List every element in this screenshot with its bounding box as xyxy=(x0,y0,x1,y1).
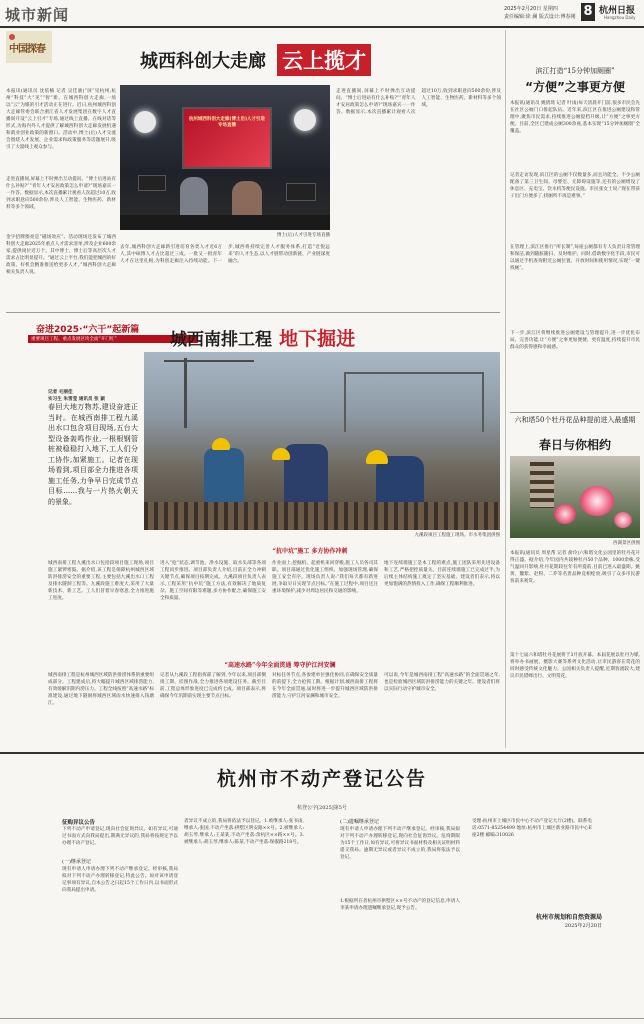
hard-hat-3 xyxy=(366,450,388,464)
feature-body-4: 地下连续墙施工是本工程的难点,施工团队采用先进设备和工艺,严格把控质量关。目前连续墙施工已完成过半,为后续主体结构施工奠定了坚实基础。建设者们表示,将以更加饱满的热情投入工作,确保工程顺利推进。 xyxy=(384,561,500,587)
sidebar-body-3: 在管理上,滨江区推行“所长制”,每座公厕都有专人负责日常管理和保洁,做到随脏随扫、及时维护。同时,借助数字化手段,市民可以通过手机查询附近公厕位置、开放时间和使用情况,实现“一键找厕”。 xyxy=(510,245,640,271)
column-badge xyxy=(6,31,52,63)
pagoda xyxy=(530,462,554,508)
lead-body-5 xyxy=(336,88,501,306)
feature-reporter xyxy=(48,382,108,402)
sidebar-body-1: 本报讯(通讯员 姚倩琦 记者 叶雨)每天清晨开门前,很多市民会先在社区公厕门口排起队伍。近年来,滨江区在推进公厕建设和管理中,聚焦市民需求,持续推进公厕提档升级,让“方便”之事更方便。目前,全区已建成公厕300余座,基本实现“15分钟加厕圈”全覆盖。 xyxy=(510,101,640,134)
lead-photo-caption: 博士(后)人才引进专场直播 xyxy=(276,233,330,238)
feature-headline-a: 城西南排工程 xyxy=(170,330,272,350)
notice-title: 杭州市不动产登记公告 xyxy=(216,768,427,790)
series-banner-sub: 重要项目工程、重点发展区块全面“开门红” xyxy=(28,335,198,343)
camera-left xyxy=(138,175,166,191)
feature-headline-b: 地下掘进 xyxy=(279,328,356,350)
notice-number: 杭登公字[2025]第5号 xyxy=(297,805,347,811)
feature-body-5: 城西南排工程是杭州城西区域防洪排涝体系的重要组成部分。工程建成后,将大幅提升城西区域排涝能力,有效缓解汛期内涝压力。工程全线按照“高速水路”标准建设,通过地下隧洞将城西区域雨水快速排入钱塘江。 xyxy=(48,673,154,706)
sidebar-body-4: 下一步,滨江区将继续推进公厕建设与管理提升,进一步优化布局、完善功能,让“方便”之事更加便捷、更有温度,持续提升市民群众的获得感和幸福感。 xyxy=(510,331,640,350)
studio-light-right xyxy=(294,109,316,131)
notice-date: 2025年2月20日 xyxy=(564,923,602,929)
studio-screen-title: 杭州城西科创大走廊(博士后)人才引进专场直播 xyxy=(188,117,266,128)
notice-para-5: 1.根据所在者杭州市拱墅区××号不动产的登记信息,申请人李某申请办理遗嘱继承登记,现予公告。 xyxy=(340,899,460,911)
lead-body-4: 去年,城西科创大走廊新引进培育各类人才近6万人,其中硕博人才占比超过三成。一批又一批青年人才在这里扎根,为科创走廊注入持续动能。下一步,城西将持续完善人才服务体系,打造“近悦远来”的人才生态,以人才链带动创新链、产业链深度融合。 xyxy=(120,245,330,264)
paper-logo: 杭州日报 xyxy=(599,6,636,16)
lead-body-2: 走进直播间,屏幕上不时弹出互动提问。“博士后进站有什么补贴?”“青年人才安居政策怎么申请?”现场嘉宾一一作答。数据显示,本次直播累计观看人次超过10万,收到求职意向500余份,涉及人工智能、生物医药、新材料等多个领域。 xyxy=(6,177,116,210)
worker-2 xyxy=(284,444,328,504)
masthead xyxy=(0,0,644,26)
lead-body-1: 本报讯(通讯员 沈依楠 记者 吴佳骏)“屏”见杭州,杭州“科技”大“见”“智”新。在城西科创大走廊,一场以“云”为媒的引才活动正在进行。近日,杭州城西科创大走廊管委会联合浙江省人才发展集团在数字人才直播间开设“云上引才”专场,通过线上直播、在线对话等形式,为海内外人才提供了解城西科创大走廊发展机遇和就业创业政策的新窗口。活动中,博士(后)人才交流会围绕人才发展、企业需求和政策服务等话题展开,吸引了大量线上观众参与。 xyxy=(6,89,116,150)
peony-headline: 春日与你相约 xyxy=(538,438,611,452)
sidebar-body-6: 第十七届六和塔牡丹花展将于3月底开幕。本届花展以牡丹为媒,将举办书画展、摄影大赛等系列文化活动,让市民游客在赏花的同时感受传统文化魅力。公园相关负责人提醒,近期客流较大,建议市民错峰出行、文明赏花。 xyxy=(510,653,640,679)
feature-body-3: 作业面上,挖掘机、起重机来回穿梭,施工人员各司其职。项目部通过优化施工组织、加强现场管理,确保施工安全有序。现场负责人说:“我们每天都有新进展,争取早日实现节点目标。”在施工过程中,项目还注重环境保护,减少对周边居民和交通的影响。 xyxy=(272,561,378,594)
feature-intro: 春回大地万物苏,建设奋进正当时。在城西南排工程九溪出水口包含项目现场,五台大型设备轰鸣作业,一根根钢管桩被稳稳打入地下,工人们分工协作,加紧施工。记者在现场看到,项目部全力推进各项施工任务,力争早日完成节点目标……我与一片热火朝天的景象。 xyxy=(48,403,138,506)
peony-photo-caption: 西湖景区供图 xyxy=(613,541,640,546)
steel-frame xyxy=(344,372,484,432)
page-number: 8 xyxy=(581,3,595,21)
notice-para-3: 者异议不成立的,我局将依法予以登记。1.被继承人:张书雨,继承人:张国,不动产坐落:拱墅区明安路××号。2.被继承人:胡玉琴,继承人:王某某,不动产坐落:余杭区××路××号。3.被继承人:胡玉琴,继承人:陈某,不动产坐落:保俶路218号。 xyxy=(184,819,304,845)
notice-para-1: 下列不动产申请登记,现向社会征询异议。如有异议,可通过书面方式向我局提出,期满无异议的,我局将按规定予以办理不动产登记。 xyxy=(62,827,178,846)
editors-credit: 责任编辑:徐 澜 版式设计:傅春刚 xyxy=(504,14,576,20)
page-bottom-rule xyxy=(0,1018,644,1019)
sidebar-body-2: 记者走访发现,滨江区的公厕不仅数量多,而且功能全。不少公厕配备了第三卫生间、母婴室、无障碍设施等,还有的公厕增设了休息区、充电宝、饮水机等便民设施。市民张女士说:“现在带孩子出门方便多了,找厕所不再是难事。” xyxy=(510,173,640,199)
hard-hat-2 xyxy=(272,448,290,460)
worker-1 xyxy=(204,448,244,504)
plum-blossom-icon xyxy=(9,34,15,40)
feature-body-2: 进入“抢”状态,调节池、净水设施、取水头部等各项工程同步推进。项目部负责人介绍,目前正全力冲刺关键节点,确保项目按期完成。九溪段项目负责人表示,工程采用“抗中坑”施工方法,有效解决了地质复杂、施工空间有限等难题,多方协作配合,确保施工安全和质量。 xyxy=(160,561,266,601)
lead-body-5-text: 走进直播间,屏幕上不时弹出互动提问。“博士后进站有什么补贴?”“青年人才安居政策怎么申请?”现场嘉宾一一作答。数据显示,本次直播累计观看人次超过10万,收到求职意向500余份,涉及人工智能、生物医药、新材料等多个领域。 xyxy=(336,89,501,115)
peony-flower-2 xyxy=(554,504,576,524)
notice-heading-2: (一)继承登记 xyxy=(62,859,91,865)
tower-crane xyxy=(184,358,187,428)
issue-date: 2025年2月20日 星期四 xyxy=(504,6,558,12)
paper-logo-sub: Hangzhou Daily xyxy=(604,15,636,20)
lead-headline-b: 云上揽才 xyxy=(277,44,371,76)
hard-hat-1 xyxy=(212,438,230,450)
sidebar-split-rule xyxy=(510,412,640,413)
feature-subhead-2: “高速水路”今年全面贯通 筹守护江河安澜 xyxy=(224,662,336,669)
feature-body-6: 记者从九溪段工程指挥部了解到,今年以来,项目部倒排工期、挂图作战,全力推进各项建设任务。截至目前,工程总体形象进度已完成约七成。项目部表示,将确保今年汛期前实现主要节点目标。 xyxy=(160,673,266,699)
studio-screen xyxy=(182,107,272,169)
feature-headline xyxy=(170,324,355,351)
feature-subhead-1: “抗中坑”施工 多方协作冲刺 xyxy=(272,548,348,555)
notice-heading-3: (二)遗嘱继承登记 xyxy=(340,819,379,825)
section-title: 城市新闻 xyxy=(5,6,70,24)
notice-org: 杭州市规划和自然资源局 xyxy=(535,914,602,921)
notice-top-rule xyxy=(0,752,644,754)
sidebar-rule xyxy=(505,30,506,748)
rebar-grid xyxy=(144,502,500,530)
peony-flower-1 xyxy=(580,486,614,516)
camera-right xyxy=(286,183,316,201)
notice-heading-1: 征购异议公告 xyxy=(62,820,96,826)
feature-top-rule xyxy=(6,312,500,313)
livestream-photo xyxy=(120,85,330,230)
lead-headline xyxy=(140,44,371,80)
tower-crane-jib xyxy=(164,360,254,362)
peony-kicker: 六和塔50个牡丹花品种提前进入最盛期 xyxy=(514,416,636,424)
notice-para-2: 现有申请人申请办理下列不动产继承登记。经审核,我局拟对下列不动产办理转移登记,特此公告。如对该申请登记事项有异议,自本公告之日起15个工作日内,以书面形式向我局提出申请。 xyxy=(62,867,178,893)
anchor-desk xyxy=(120,215,330,230)
host-left xyxy=(180,177,208,217)
feature-body-8: 可以说,今年是城西南排工程“高速水路”的全面贯通之年,也是检验城西区域防洪排涝能力的关键之年。建设者们将以实际行动守护城市安全。 xyxy=(384,673,500,692)
column-badge-text: 中国探春 xyxy=(9,44,45,55)
sidebar-headline: “方便”之事更方便 xyxy=(525,80,625,94)
feature-photo-caption: 九溪段项目工程施工现场。市水务集团供图 xyxy=(414,533,500,538)
notice-contact: 受理:杭州市上城区市民中心不动产登记大厅(2楼)。联系电话:0571-85254499 地址:杭州市上城区新业路市民中心E座2楼 邮编:310026 xyxy=(472,819,592,838)
feature-reporter-text: 记者 毛丽佳 实习生 朱雪莹 通讯员 张 颖 xyxy=(48,390,105,402)
series-banner: 奋进2025·“六干”起新篇 xyxy=(36,325,140,335)
peony-photo xyxy=(510,456,640,538)
construction-photo xyxy=(144,352,500,530)
sidebar-body-5: 本报讯(通讯员 周星帮 记者 俞玲)六和塔文化公园里的牡丹花开得正盛。据介绍,今年园内共栽种牡丹50个品种、1000余株,受气温回升影响,牡丹花期较往年有所提前,目前已进入最盛期。姚黄、魏紫、赵粉、二乔等名贵品种竞相绽放,吸引了众多市民游客前来观赏。 xyxy=(510,551,640,584)
studio-light-left xyxy=(134,111,156,133)
lead-headline-a: 城西科创大走廊 xyxy=(140,51,266,72)
feature-body-7: 对标任务节点,各参建单位强化协同,在确保安全质量的前提下,全力抢抓工期。根据计划,城西南排工程将在今年全面贯通,届时将进一步提升城西区域防洪排涝能力,守护江河安澜和城市安全。 xyxy=(272,673,378,699)
feature-body-1: 城西南排工程九溪出水口包括段项目施工现场,项目施工紧锣密鼓。据介绍,该工程是保障杭州城西区域防洪排涝安全的重要工程,主要包括九溪出水口工程及排水隧洞工程等。九溪段施工难度大,采用了大量新技术、新工艺。工人们冒着早春寒意,全力推进施工进度。 xyxy=(48,561,154,601)
masthead-rule xyxy=(0,26,644,28)
notice-para-4: 现有申请人申请办理下列不动产继承登记。经审核,我局拟对下列不动产办理转移登记,现向社会征询异议。征询期限为15个工作日,如有异议,可将异议书面材料及相关证明材料提交我局。逾期无异议或者异议不成立的,我局将依法予以登记。 xyxy=(340,827,460,860)
sidebar-kicker: 滨江打造“15分钟加厕圈” xyxy=(535,67,615,75)
peony-flower-3 xyxy=(614,512,632,528)
lead-body-3: 金字招牌擦亮是“磁场效应”。活动现场还发布了城西科创大走廊2025年重点人才需求清单,涉及企业600余家,提供岗位近万个。其中博士、博士后等高层次人才需求占比明显提升。“通过云上平台,我们能把城西的好政策、好机会精准推送给更多人才。”城西科创大走廊相关负责人说。 xyxy=(6,235,116,275)
